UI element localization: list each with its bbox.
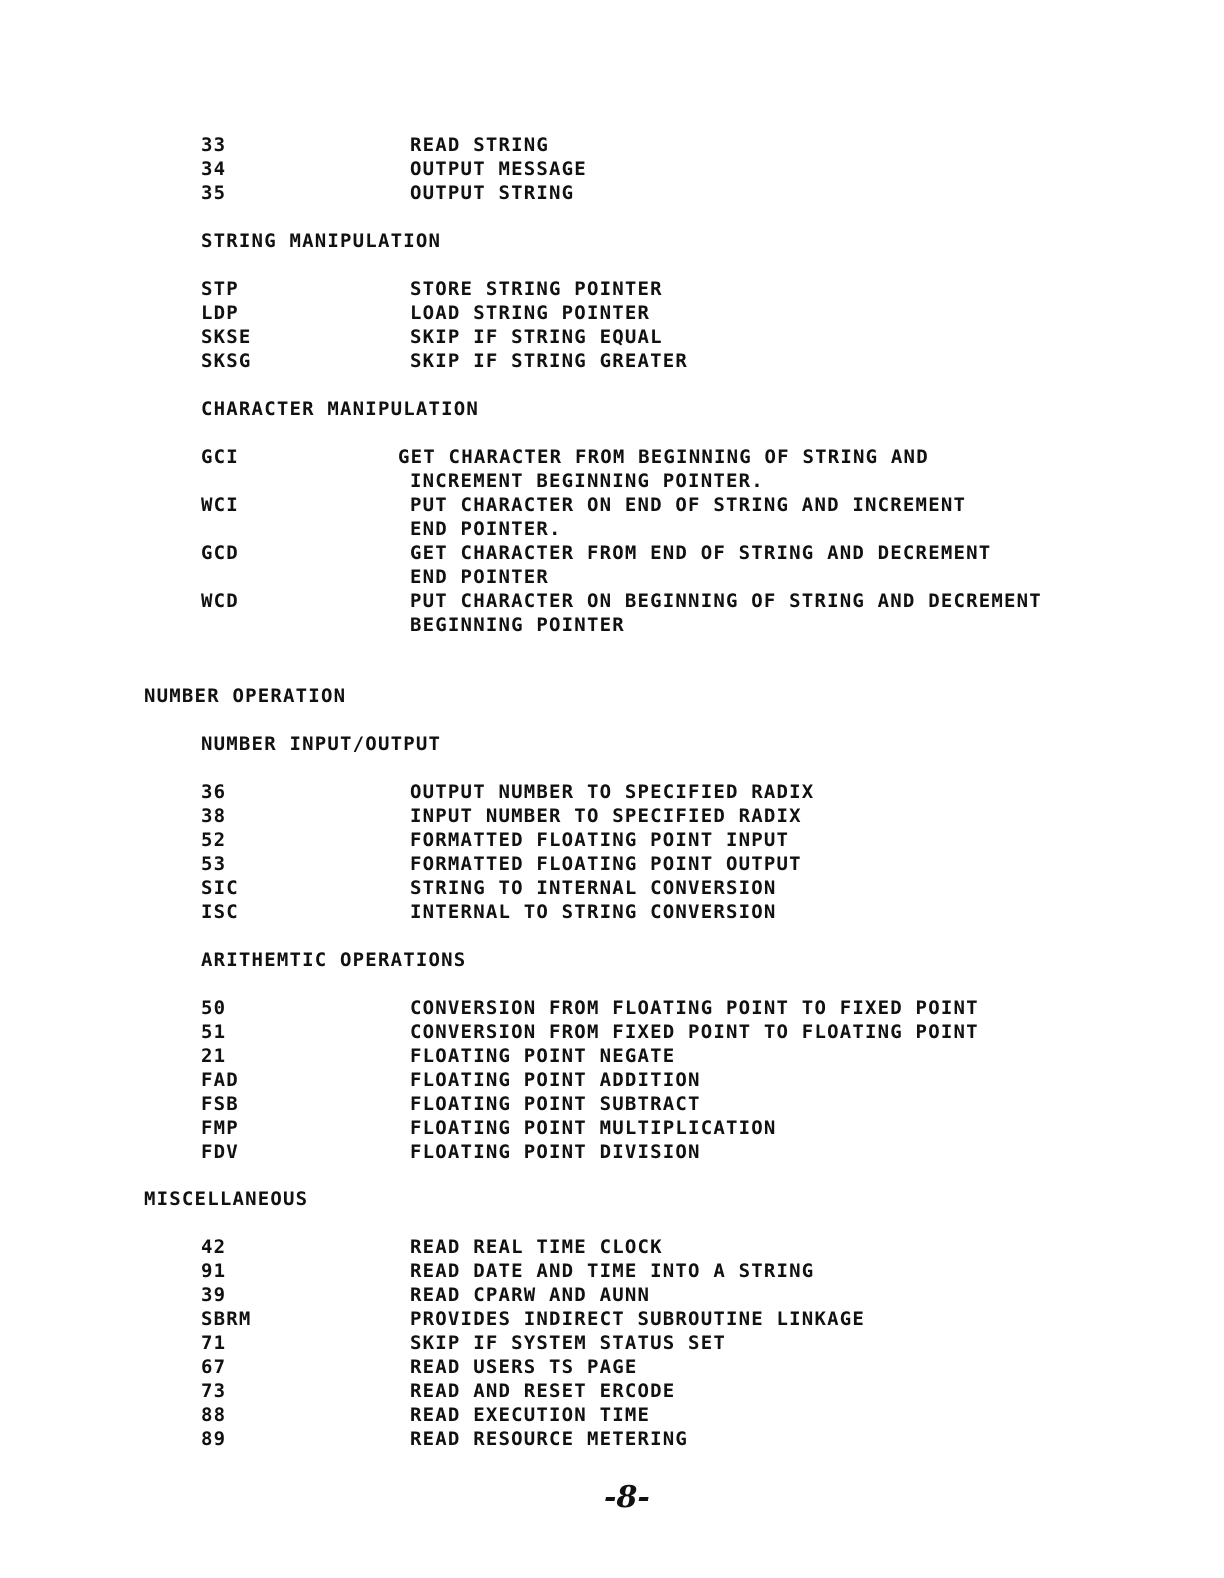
code-cell: FMP bbox=[201, 1117, 239, 1139]
code-cell: 73 bbox=[201, 1380, 227, 1402]
desc-cell: LOAD STRING POINTER bbox=[410, 302, 651, 324]
desc-cell: FLOATING POINT DIVISION bbox=[410, 1141, 701, 1163]
desc-cell-continued: INCREMENT BEGINNING POINTER. bbox=[410, 470, 764, 492]
desc-cell: SKIP IF SYSTEM STATUS SET bbox=[410, 1332, 726, 1354]
code-cell: 21 bbox=[201, 1045, 227, 1067]
section-heading: NUMBER INPUT/OUTPUT bbox=[201, 733, 442, 755]
code-cell: 42 bbox=[201, 1236, 227, 1258]
desc-cell: GET CHARACTER FROM BEGINNING OF STRING AND bbox=[398, 446, 929, 468]
desc-cell: CONVERSION FROM FLOATING POINT TO FIXED POINT bbox=[410, 997, 979, 1019]
desc-cell-continued: END POINTER. bbox=[410, 518, 562, 540]
code-cell: FDV bbox=[201, 1141, 239, 1163]
code-cell: 50 bbox=[201, 997, 227, 1019]
major-heading: NUMBER OPERATION bbox=[144, 685, 347, 707]
code-cell: 88 bbox=[201, 1404, 227, 1426]
code-cell: 53 bbox=[201, 853, 227, 875]
code-cell: 39 bbox=[201, 1284, 227, 1306]
desc-cell: READ RESOURCE METERING bbox=[410, 1428, 689, 1450]
desc-cell: STORE STRING POINTER bbox=[410, 278, 663, 300]
desc-cell: PUT CHARACTER ON BEGINNING OF STRING AND DECREMENT bbox=[410, 590, 1042, 612]
code-cell: GCI bbox=[201, 446, 239, 468]
section-heading: STRING MANIPULATION bbox=[201, 230, 442, 252]
code-cell: SKSE bbox=[201, 326, 252, 348]
desc-cell: FLOATING POINT NEGATE bbox=[410, 1045, 676, 1067]
code-cell: 36 bbox=[201, 781, 227, 803]
section-heading: ARITHEMTIC OPERATIONS bbox=[201, 949, 467, 971]
desc-cell: READ AND RESET ERCODE bbox=[410, 1380, 676, 1402]
desc-cell: INTERNAL TO STRING CONVERSION bbox=[410, 901, 777, 923]
desc-cell: READ DATE AND TIME INTO A STRING bbox=[410, 1260, 815, 1282]
code-cell: SBRM bbox=[201, 1308, 252, 1330]
code-cell: 71 bbox=[201, 1332, 227, 1354]
code-cell: 91 bbox=[201, 1260, 227, 1282]
code-cell: LDP bbox=[201, 302, 239, 324]
code-cell: 89 bbox=[201, 1428, 227, 1450]
desc-cell: FLOATING POINT MULTIPLICATION bbox=[410, 1117, 777, 1139]
code-cell: 38 bbox=[201, 805, 227, 827]
code-cell: 34 bbox=[201, 158, 227, 180]
code-cell: WCI bbox=[201, 494, 239, 516]
desc-cell: READ CPARW AND AUNN bbox=[410, 1284, 651, 1306]
major-heading: MISCELLANEOUS bbox=[144, 1188, 309, 1210]
desc-cell: PUT CHARACTER ON END OF STRING AND INCREMENT bbox=[410, 494, 967, 516]
desc-cell: STRING TO INTERNAL CONVERSION bbox=[410, 877, 777, 899]
code-cell: 51 bbox=[201, 1021, 227, 1043]
desc-cell: FORMATTED FLOATING POINT INPUT bbox=[410, 829, 790, 851]
desc-cell: GET CHARACTER FROM END OF STRING AND DECREMENT bbox=[410, 542, 992, 564]
code-cell: WCD bbox=[201, 590, 239, 612]
code-cell: SKSG bbox=[201, 350, 252, 372]
desc-cell: FORMATTED FLOATING POINT OUTPUT bbox=[410, 853, 802, 875]
code-cell: FSB bbox=[201, 1093, 239, 1115]
page-number: -8- bbox=[604, 1480, 650, 1515]
code-cell: ISC bbox=[201, 901, 239, 923]
section-heading: CHARACTER MANIPULATION bbox=[201, 398, 480, 420]
code-cell: 52 bbox=[201, 829, 227, 851]
desc-cell-continued: END POINTER bbox=[410, 566, 550, 588]
code-cell: 33 bbox=[201, 134, 227, 156]
desc-cell: READ STRING bbox=[410, 134, 550, 156]
code-cell: 35 bbox=[201, 182, 227, 204]
desc-cell: SKIP IF STRING EQUAL bbox=[410, 326, 663, 348]
desc-cell: OUTPUT NUMBER TO SPECIFIED RADIX bbox=[410, 781, 815, 803]
desc-cell: SKIP IF STRING GREATER bbox=[410, 350, 689, 372]
desc-cell: READ EXECUTION TIME bbox=[410, 1404, 651, 1426]
desc-cell: READ USERS TS PAGE bbox=[410, 1356, 638, 1378]
desc-cell: OUTPUT MESSAGE bbox=[410, 158, 587, 180]
desc-cell-continued: BEGINNING POINTER bbox=[410, 614, 625, 636]
desc-cell: OUTPUT STRING bbox=[410, 182, 575, 204]
code-cell: FAD bbox=[201, 1069, 239, 1091]
desc-cell: PROVIDES INDIRECT SUBROUTINE LINKAGE bbox=[410, 1308, 866, 1330]
code-cell: STP bbox=[201, 278, 239, 300]
desc-cell: FLOATING POINT SUBTRACT bbox=[410, 1093, 701, 1115]
code-cell: GCD bbox=[201, 542, 239, 564]
code-cell: SIC bbox=[201, 877, 239, 899]
desc-cell: INPUT NUMBER TO SPECIFIED RADIX bbox=[410, 805, 802, 827]
desc-cell: CONVERSION FROM FIXED POINT TO FLOATING POINT bbox=[410, 1021, 979, 1043]
desc-cell: READ REAL TIME CLOCK bbox=[410, 1236, 663, 1258]
desc-cell: FLOATING POINT ADDITION bbox=[410, 1069, 701, 1091]
code-cell: 67 bbox=[201, 1356, 227, 1378]
